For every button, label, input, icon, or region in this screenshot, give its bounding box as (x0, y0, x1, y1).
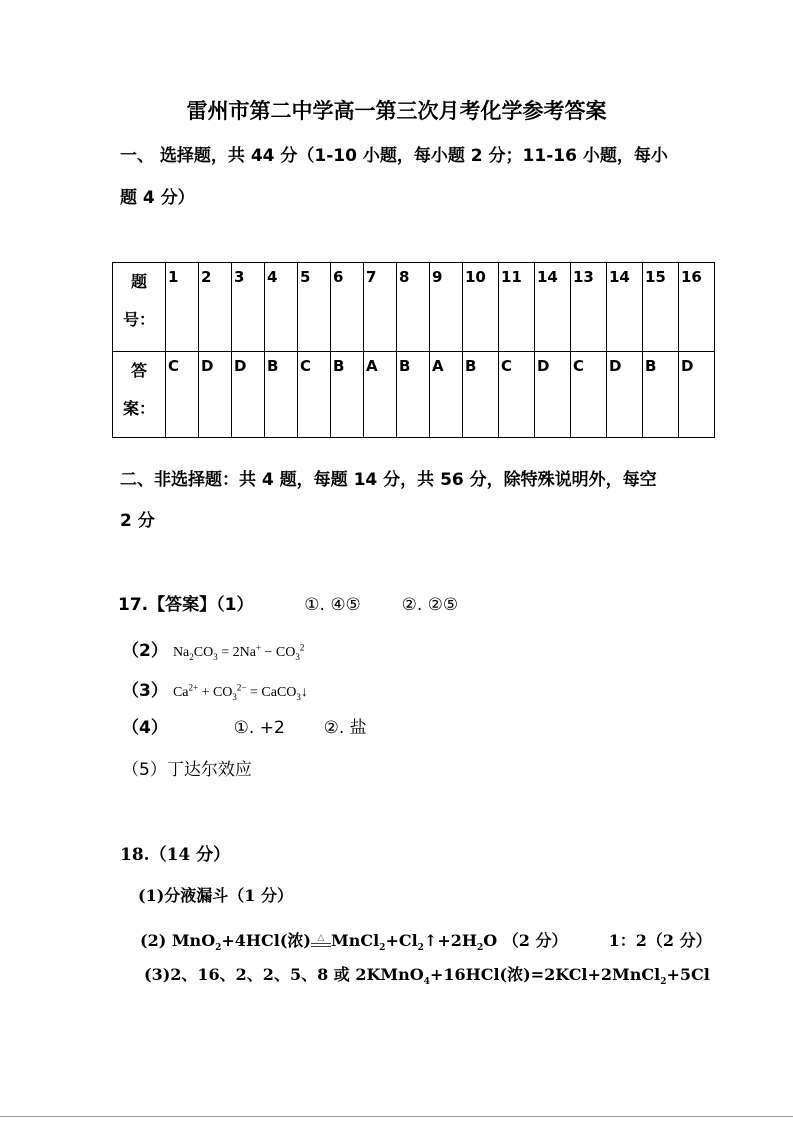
question-number: 1 (166, 263, 199, 352)
row-header-question (113, 263, 166, 352)
question-number: 4 (265, 263, 298, 352)
q17-line5: （5）丁达尔效应 (122, 760, 252, 780)
answer-cell: D (232, 352, 265, 438)
q17-4-label: （4） (122, 718, 168, 738)
q17-1-answer-1: ①. ④⑤ (304, 595, 361, 615)
section2-heading-line2: 2 分 (120, 511, 155, 531)
page-title: 雷州市第二中学高一第三次月考化学参考答案 (186, 99, 607, 123)
question-number: 5 (298, 263, 331, 352)
row-header-question-line2: 号： (122, 310, 155, 329)
page-bottom-divider (0, 1116, 793, 1117)
row-header-answer-line1: 答 (130, 361, 147, 380)
question-number: 16 (679, 263, 715, 352)
q18-part2 (140, 928, 712, 953)
q17-2-equation: $Na_2CO_3 = 2Na^+ - CO_3^2$ (172, 642, 305, 662)
question-number: 15 (643, 263, 679, 352)
section1-heading-line1: 一、 选择题，共 44 分（1-10 小题，每小题 2 分；11-16 小题，每小 (120, 146, 668, 166)
q17-line3 (122, 676, 308, 702)
q17-1-answer-2: ②. ②⑤ (401, 595, 459, 615)
answer-cell: B (463, 352, 499, 438)
q18-part2-ratio: 1：2（2 分） (608, 931, 712, 950)
answer-cell: D (679, 352, 715, 438)
q17-line2 (122, 636, 304, 662)
q17-line1 (118, 590, 458, 615)
q18-part1: (1)分液漏斗（1 分） (138, 886, 293, 905)
answer-cell: C (166, 352, 199, 438)
row-header-answer (113, 352, 166, 438)
table-row-numbers (113, 263, 715, 352)
answer-cell: B (397, 352, 430, 438)
answer-cell: A (364, 352, 397, 438)
answer-cell: C (499, 352, 535, 438)
answer-cell: C (298, 352, 331, 438)
answer-cell: B (331, 352, 364, 438)
q17-2-label: （2） (122, 641, 168, 661)
answer-cell: D (199, 352, 232, 438)
question-number: 7 (364, 263, 397, 352)
q17-4-answer-2: ②. 盐 (323, 718, 367, 738)
question-number: 13 (571, 263, 607, 352)
q17-label: 17.【答案】（1） (118, 595, 254, 615)
answer-cell: B (265, 352, 298, 438)
question-number: 3 (232, 263, 265, 352)
q17-4-answer-1: ①. +2 (233, 718, 285, 738)
row-header-question-line1: 题 (130, 272, 147, 291)
question-number: 8 (397, 263, 430, 352)
answer-cell: D (535, 352, 571, 438)
question-number: 14 (535, 263, 571, 352)
q18-header: 18.（14 分） (120, 845, 231, 865)
q17-3-label: （3） (122, 681, 168, 701)
answer-cell: A (430, 352, 463, 438)
table-row-answers (113, 352, 715, 438)
section2-heading-line1: 二、非选择题：共 4 题，每题 14 分，共 56 分，除特殊说明外，每空 (120, 470, 657, 490)
question-number: 11 (499, 263, 535, 352)
answer-cell: C (571, 352, 607, 438)
answer-cell: D (607, 352, 643, 438)
question-number: 10 (463, 263, 499, 352)
question-number: 14 (607, 263, 643, 352)
q18-part3: (3)2、16、2、2、5、8 或 2KMnO$_4$+16HCl(浓)=2KCl+2MnCl$_2$+5Cl (144, 965, 710, 988)
section1-heading-line2: 题 4 分） (120, 188, 195, 208)
answer-table (112, 262, 715, 438)
answer-cell: B (643, 352, 679, 438)
heat-condition-icon: △ (317, 933, 325, 943)
q17-line4 (122, 713, 367, 738)
row-header-answer-line2: 案： (122, 399, 155, 418)
question-number: 6 (331, 263, 364, 352)
question-number: 2 (199, 263, 232, 352)
q17-3-equation: $Ca^{2+} + CO_3^{2-}$ = CaCO$_3$↓ (172, 682, 308, 702)
q18-part2-equation: (2) MnO$_2$+4HCl(浓) △ $MnCl_2+Cl_2↑+2H_2O$ （2 分） (140, 931, 568, 954)
question-number: 9 (430, 263, 463, 352)
